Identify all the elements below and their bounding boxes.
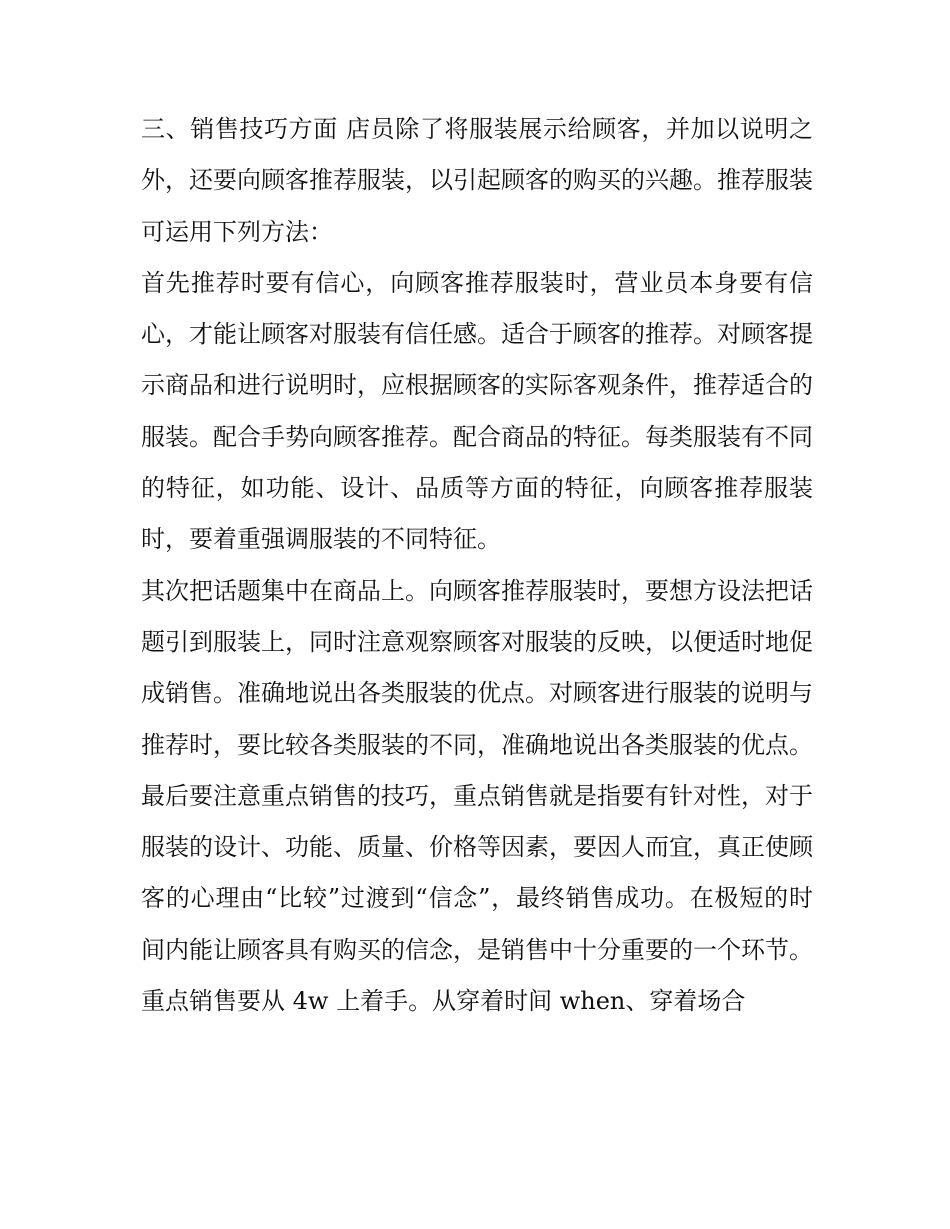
paragraph-key-selling: 最后要注意重点销售的技巧，重点销售就是指要有针对性，对于服装的设计、功能、质量、价格等因素，要因人而宜，真正使顾客的心理由“比较”过渡到“信念”，最终销售成功。在极短的时间内能让顾客具有购买的信念，是销售中十分重要的一个环节。 xyxy=(141,781,813,964)
document-body xyxy=(141,104,813,1027)
paragraph-focus-on-product: 其次把话题集中在商品上。向顾客推荐服装时，要想方设法把话题引到服装上，同时注意观察顾客对服装的反映，以便适时地促成销售。准确地说出各类服装的优点。对顾客进行服装的说明与推荐时，要比较各类服装的不同，准确地说出各类服装的优点。 xyxy=(141,576,813,759)
paragraph-confidence: 首先推荐时要有信心，向顾客推荐服装时，营业员本身要有信心，才能让顾客对服装有信任感。适合于顾客的推荐。对顾客提示商品和进行说明时，应根据顾客的实际客观条件，推荐适合的服装。配合手势向顾客推荐。配合商品的特征。每类服装有不同的特征，如功能、设计、品质等方面的特征，向顾客推荐服装时，要着重强调服装的不同特征。 xyxy=(141,268,813,554)
paragraph-4w: 重点销售要从 4w 上着手。从穿着时间 when、穿着场合 xyxy=(141,987,746,1016)
paragraph-sales-skills-intro: 三、销售技巧方面 店员除了将服装展示给顾客，并加以说明之外，还要向顾客推荐服装，以引起顾客的购买的兴趣。推荐服装可运用下列方法： xyxy=(141,115,813,246)
